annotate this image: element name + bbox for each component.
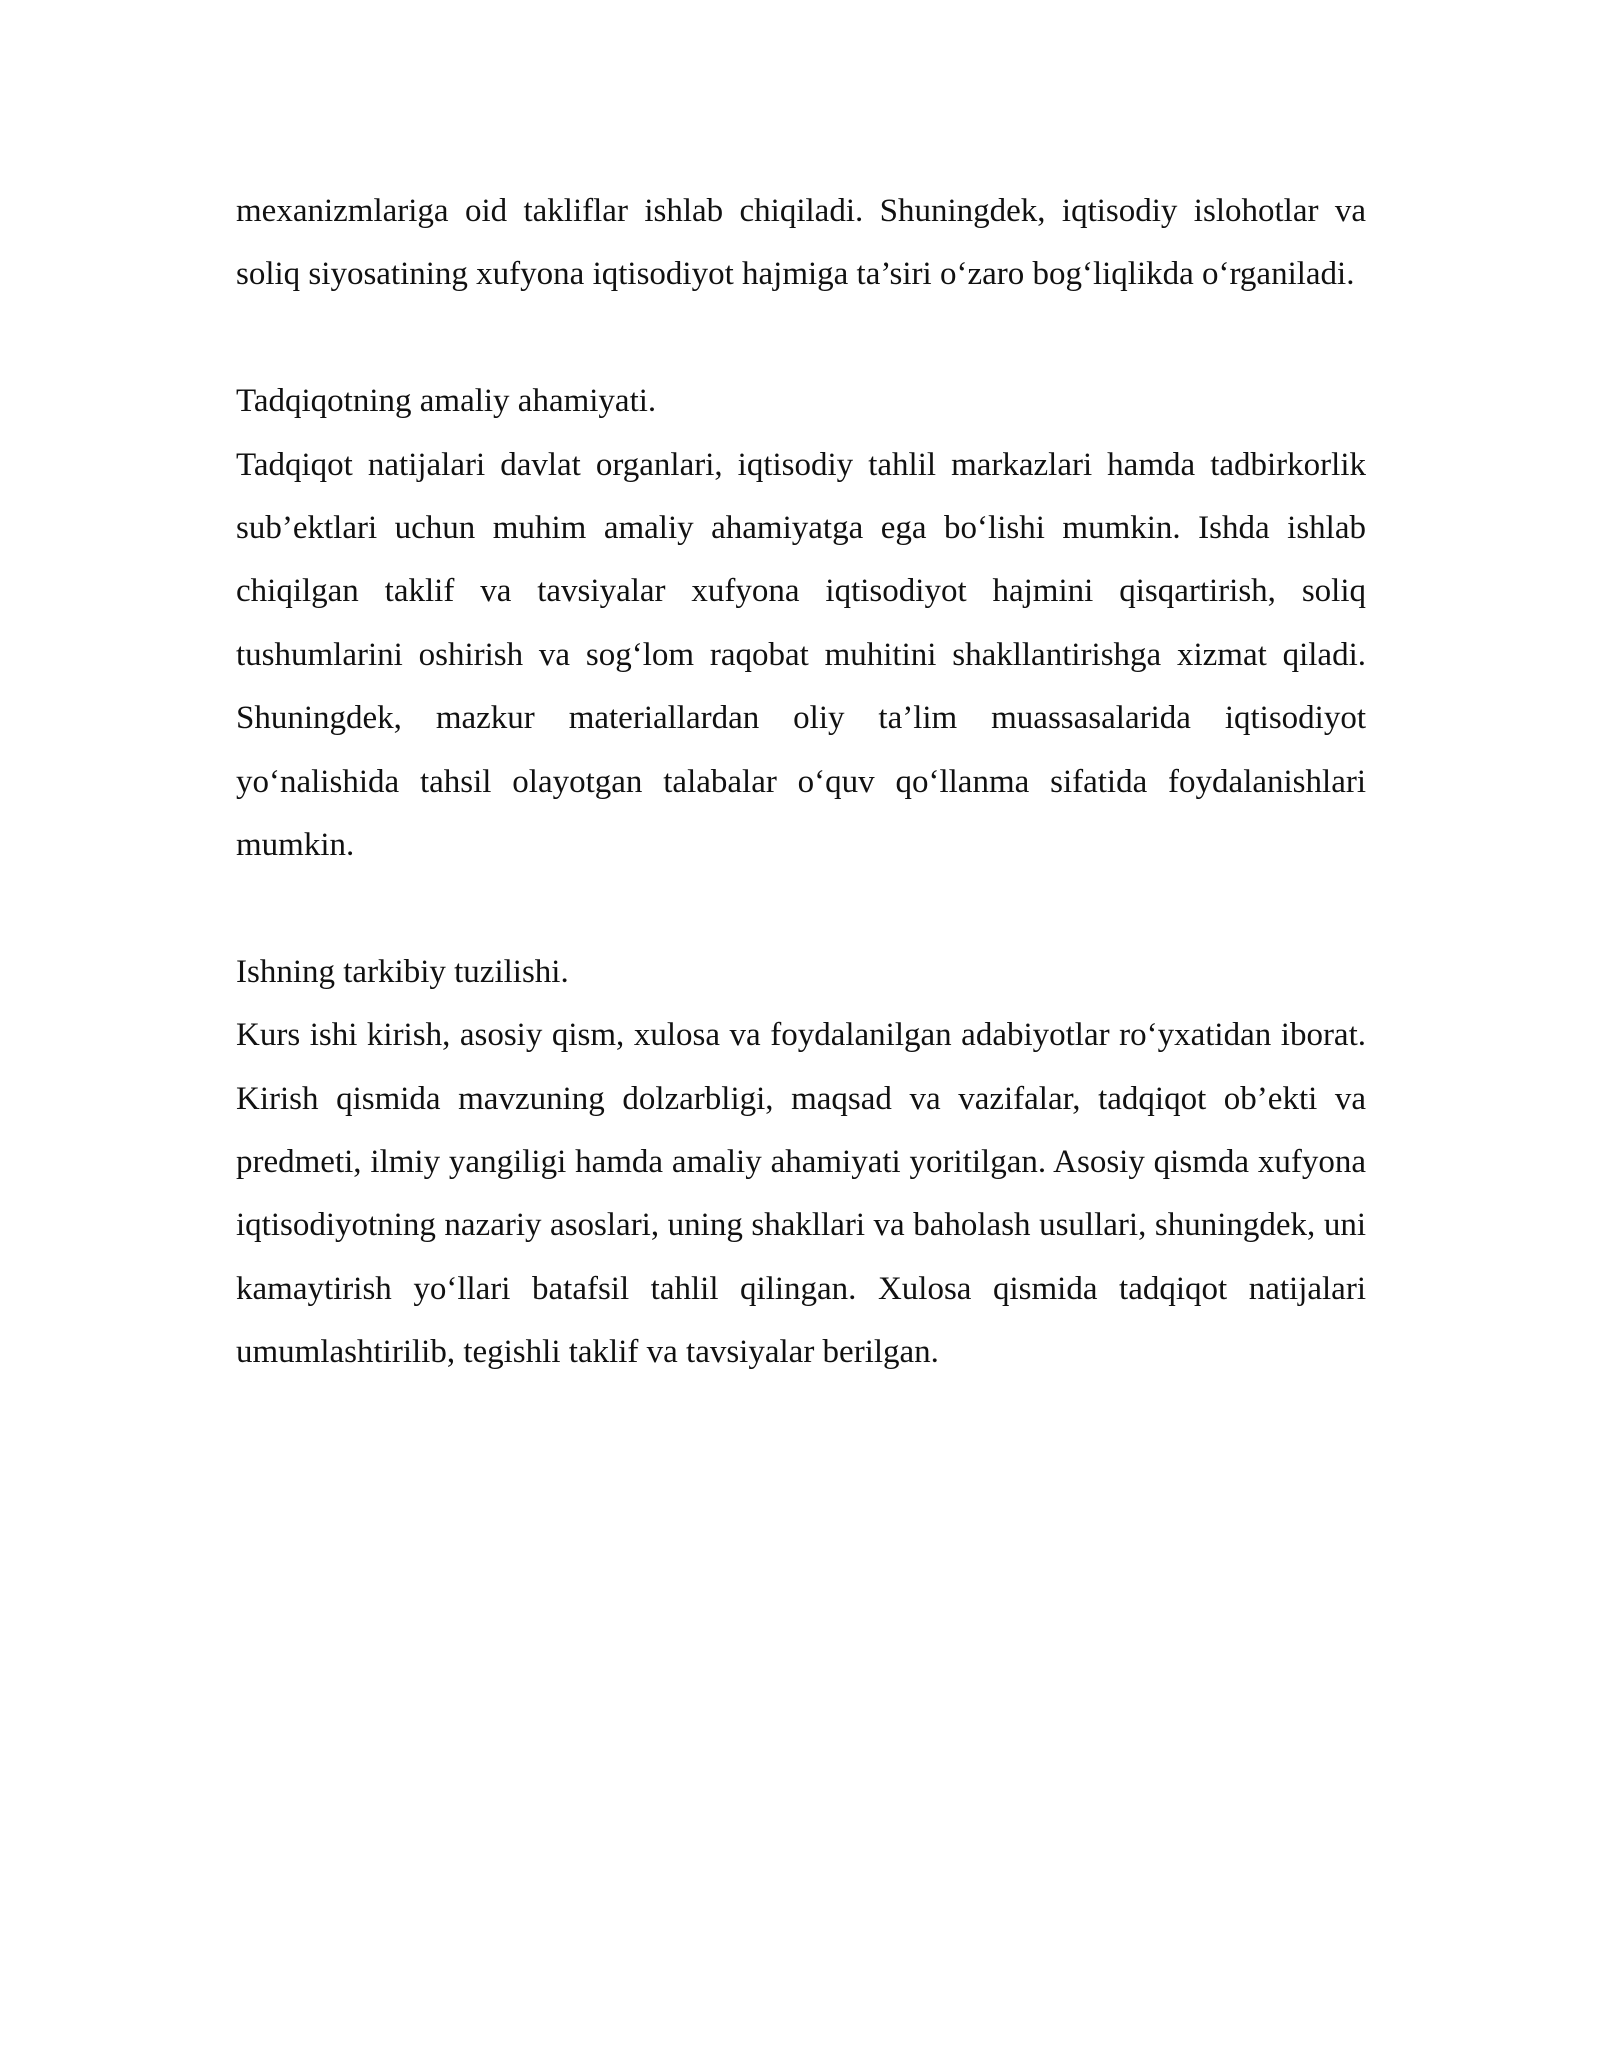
- paragraph-spacer: [236, 877, 1366, 940]
- work-structure-paragraph: Kurs ishi kirish, asosiy qism, xulosa va foydalanilgan adabiyotlar ro‘yxatidan iborat. Kirish qismida mavzuning dolzarbligi, maqsad va vazifalar, tadqiqot ob’ekti va predmeti, ilmiy yangiligi hamda amaliy ahamiyati yoritilgan. Asosiy qismda xufyona iqtisodiyotning nazariy asoslari, uning shakllari va baholash usullari, shuningdek, uni kamaytirish yo‘llari batafsil tahlil qilingan. Xulosa qismida tadqiqot natijalari umumlashtirilib, tegishli taklif va tavsiyalar berilgan.: [236, 1017, 1366, 1371]
- paragraph-spacer: [236, 307, 1366, 370]
- practical-significance-heading: Tadqiqotning amaliy ahamiyati.: [236, 383, 657, 420]
- practical-significance-paragraph: Tadqiqot natijalari davlat organlari, iqtisodiy tahlil markazlari hamda tadbirkorlik sub’ektlari uchun muhim amaliy ahamiyatga ega bo‘lishi mumkin. Ishda ishlab chiqilgan taklif va tavsiyalar xufyona iqtisodiyot hajmini qisqartirish, soliq tushumlarini oshirish va sog‘lom raqobat muhitini shakllantirishga xizmat qiladi. Shuningdek, mazkur materiallardan oliy ta’lim muassasalarida iqtisodiyot yo‘nalishida tahsil olayotgan talabalar o‘quv qo‘llanma sifatida foydalanishlari mumkin.: [236, 446, 1366, 864]
- intro-paragraph: mexanizmlariga oid takliflar ishlab chiqiladi. Shuningdek, iqtisodiy islohotlar va soliq siyosatining xufyona iqtisodiyot hajmiga ta’siri o‘zaro bog‘liqlikda o‘rganiladi.: [236, 193, 1366, 293]
- work-structure-heading: Ishning tarkibiy tuzilishi.: [236, 953, 569, 990]
- document-body: [236, 180, 1366, 1385]
